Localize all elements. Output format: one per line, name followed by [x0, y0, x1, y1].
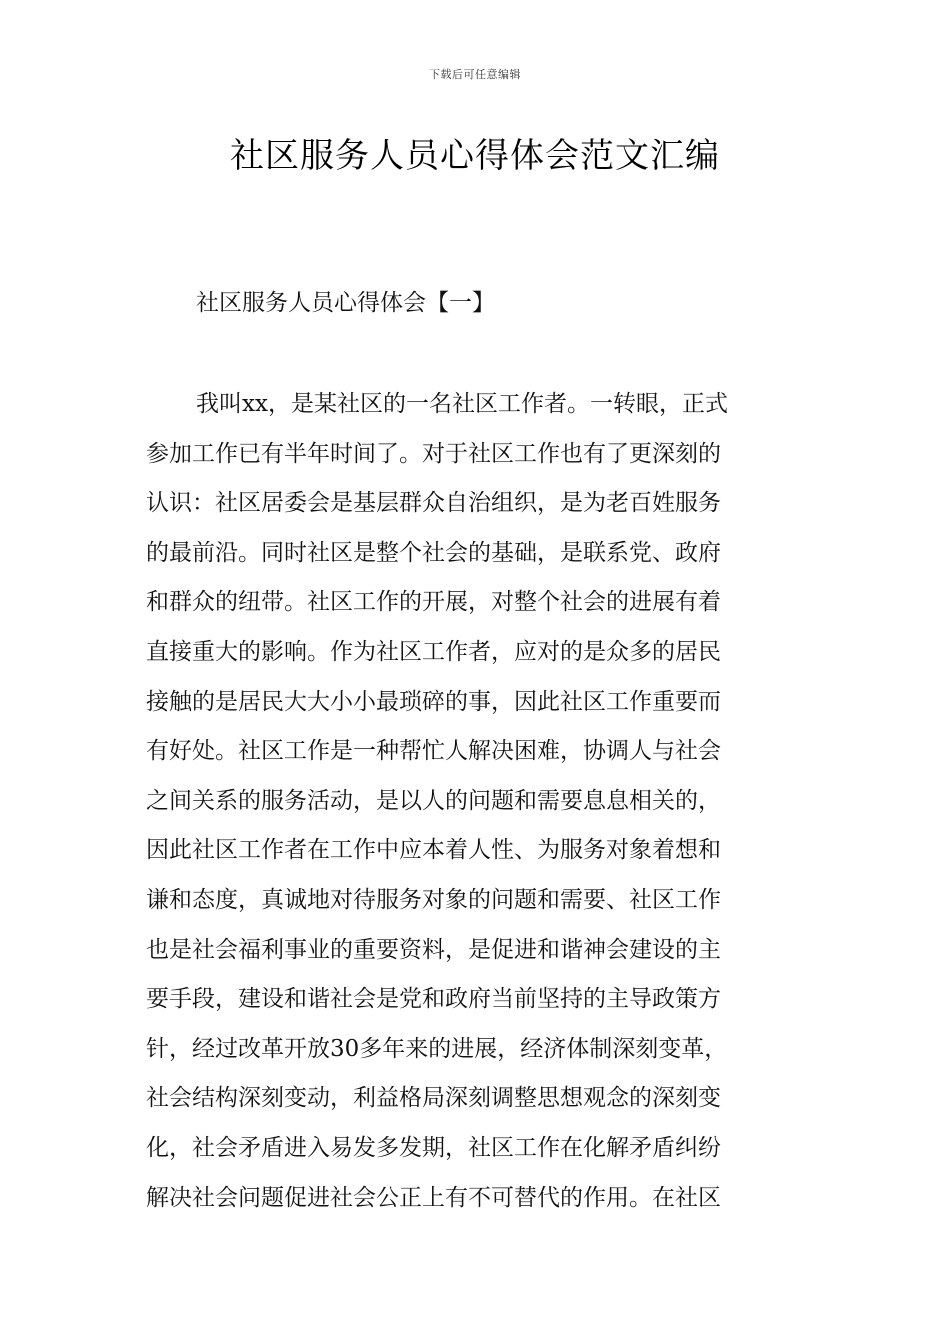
paragraph-line: 参加工作已有半年时间了。对于社区工作也有了更深刻的	[146, 440, 721, 467]
paragraph-line: 之间关系的服务活动，是以人的问题和需要息息相关的，	[146, 787, 721, 814]
paragraph-line: 社会结构深刻变动，利益格局深刻调整思想观念的深刻变	[146, 1085, 721, 1112]
paragraph-line: 因此社区工作者在工作中应本着人性、为服务对象着想和	[146, 837, 721, 864]
body-paragraph	[146, 380, 806, 1223]
header-note: 下载后可任意编辑	[429, 68, 521, 81]
paragraph-line: 直接重大的影响。作为社区工作者，应对的是众多的居民	[146, 638, 721, 665]
paragraph-line: 有好处。社区工作是一种帮忙人解决困难，协调人与社会	[146, 738, 721, 765]
paragraph-line: 和群众的纽带。社区工作的开展，对整个社会的进展有着	[146, 589, 721, 616]
paragraph-line: 接触的是居民大大小小最琐碎的事，因此社区工作重要而	[146, 688, 721, 715]
paragraph-line: 解决社会问题促进社会公正上有不可替代的作用。在社区	[146, 1184, 721, 1211]
paragraph-line: 要手段，建设和谐社会是党和政府当前坚持的主导政策方	[146, 986, 721, 1013]
paragraph-line: 化，社会矛盾进入易发多发期，社区工作在化解矛盾纠纷	[146, 1134, 721, 1161]
paragraph-line: 谦和态度，真诚地对待服务对象的问题和需要、社区工作	[146, 886, 721, 913]
paragraph-line: 也是社会福利事业的重要资料，是促进和谐神会建设的主	[146, 936, 721, 963]
paragraph-line: 针，经过改革开放30多年来的进展，经济体制深刻变革，	[146, 1035, 728, 1062]
section-heading: 社区服务人员心得体会【一】	[196, 290, 495, 316]
document-title: 社区服务人员心得体会范文汇编	[230, 136, 720, 176]
paragraph-line: 我叫xx，是某社区的一名社区工作者。一转眼，正式	[196, 391, 728, 417]
paragraph-line: 的最前沿。同时社区是整个社会的基础，是联系党、政府	[146, 539, 721, 566]
paragraph-line: 认识：社区居委会是基层群众自治组织，是为老百姓服务	[146, 490, 721, 517]
